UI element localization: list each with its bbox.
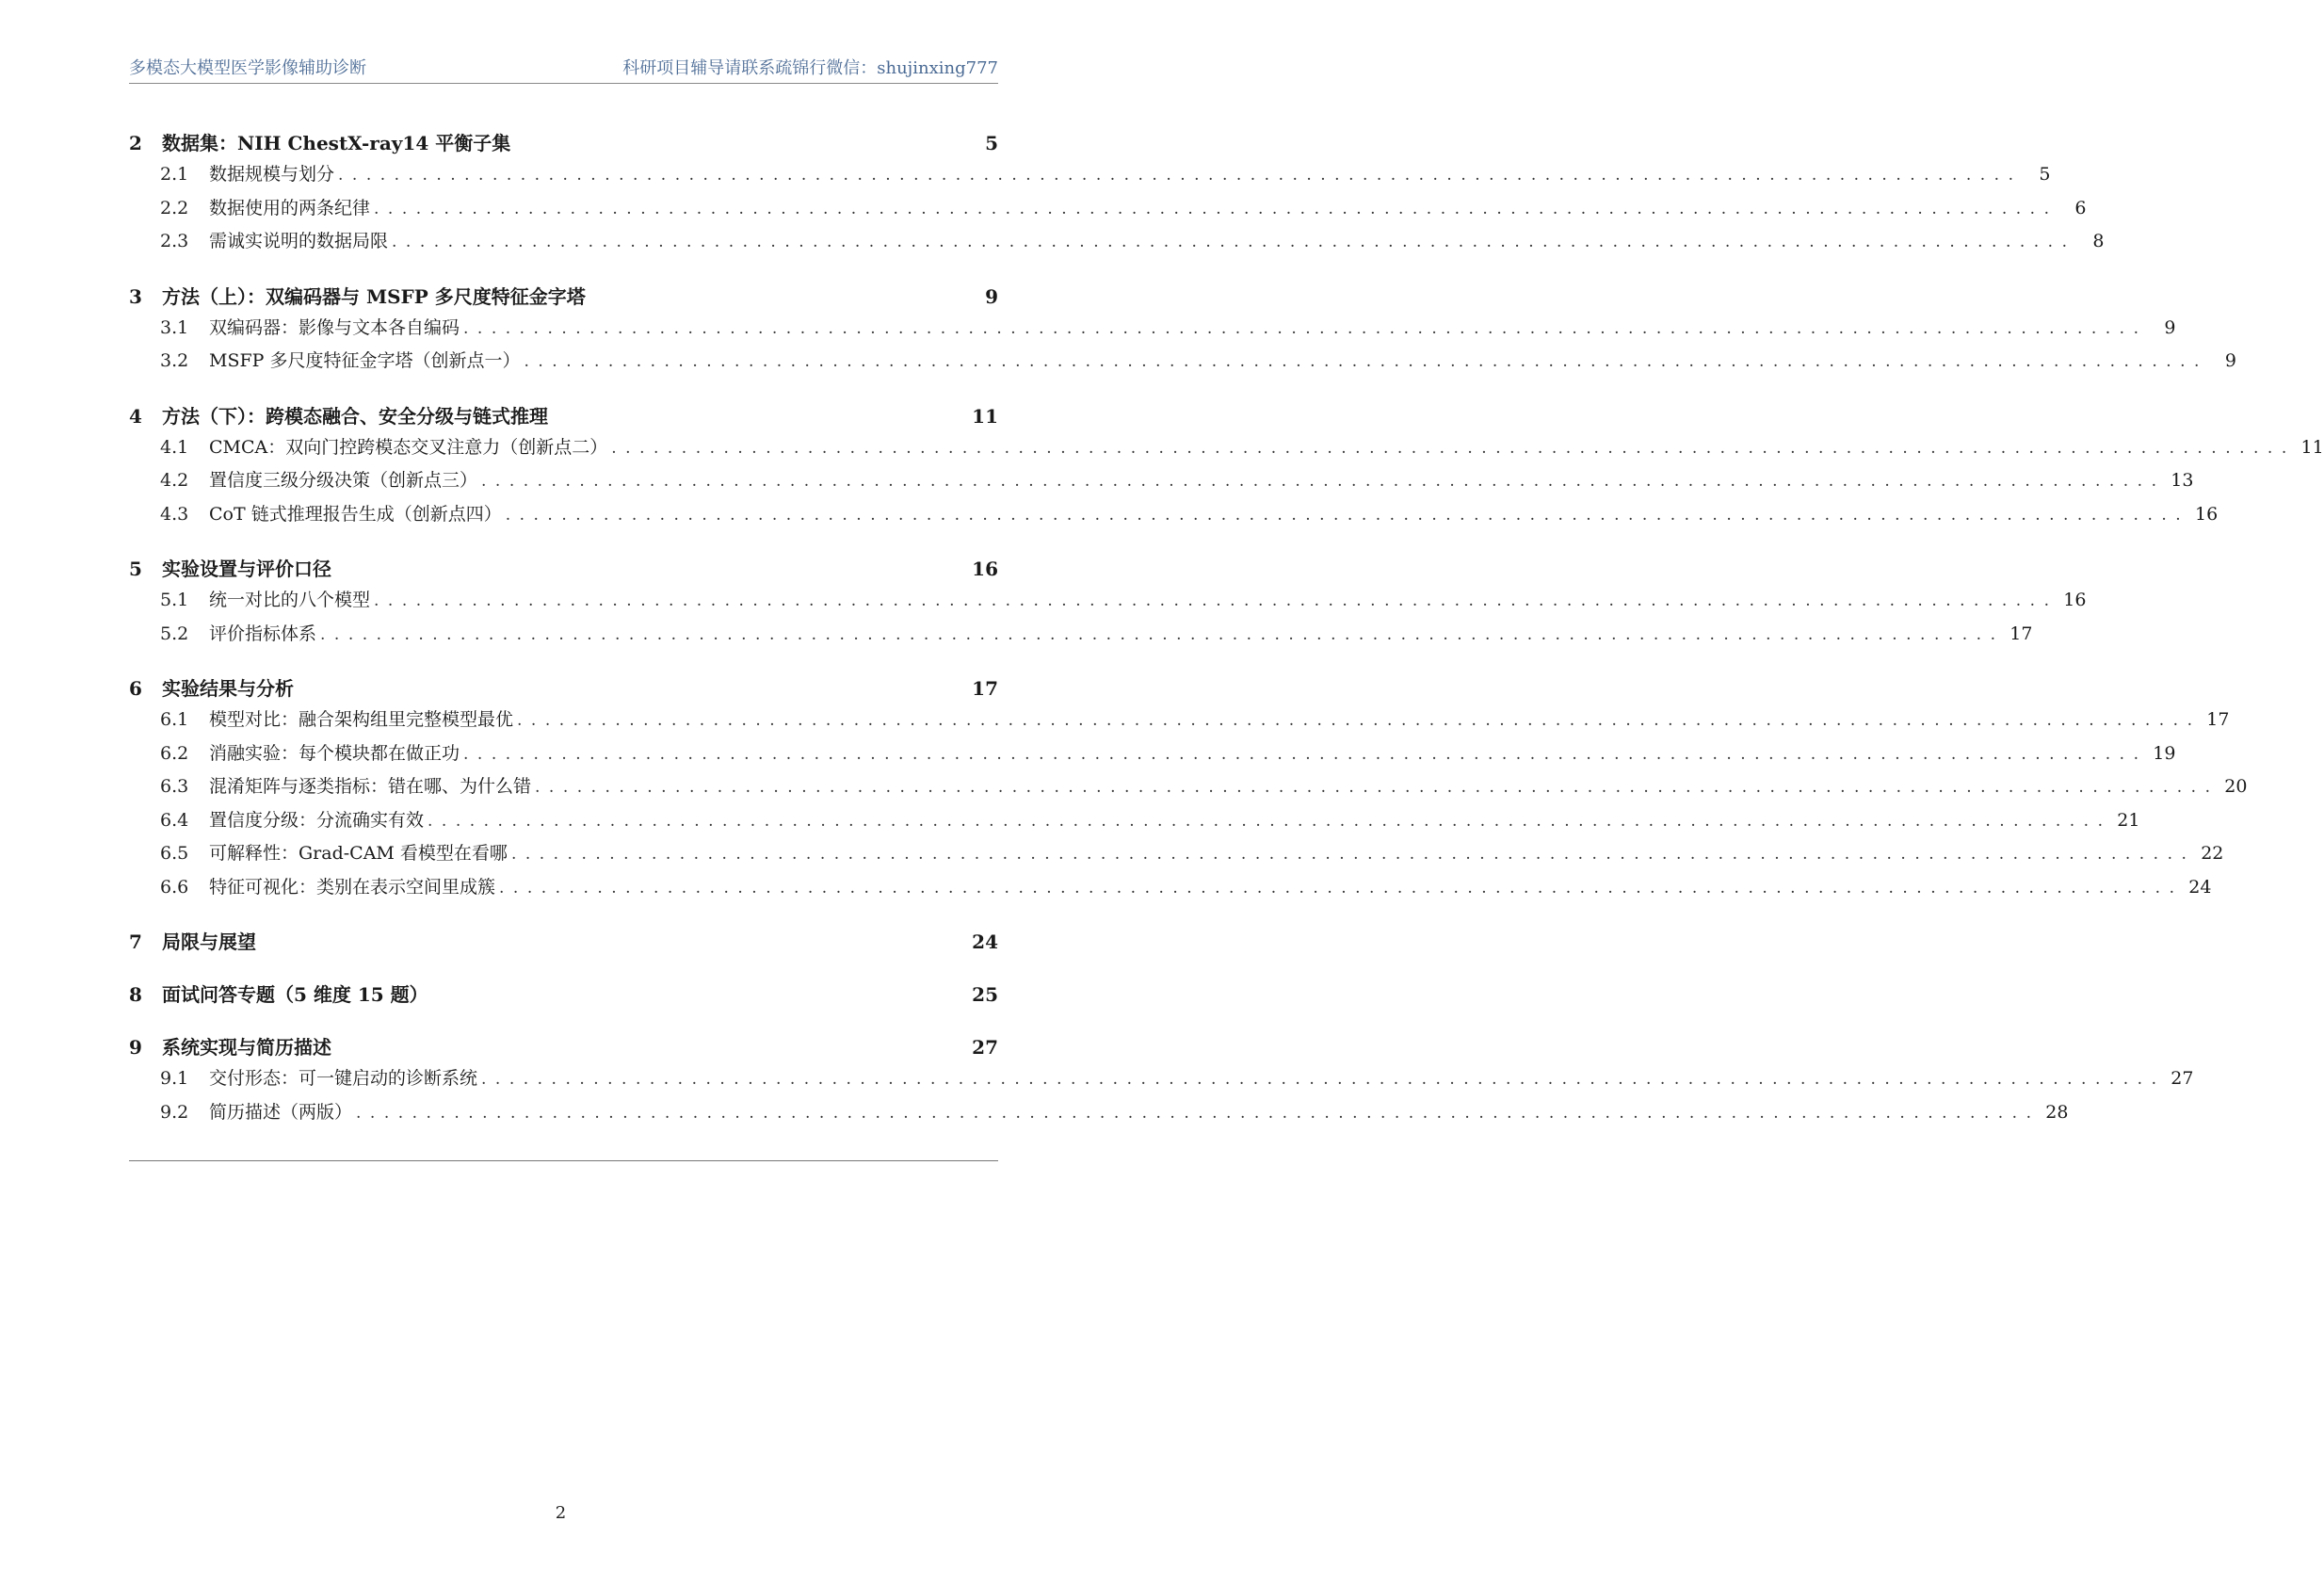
toc-subsection-page: 11: [2300, 436, 2324, 458]
dot-leader: ........................................................................................................................: [374, 591, 2058, 610]
dot-leader: ........................................................................................................................: [505, 505, 2190, 525]
toc-section-title: 实验结果与分析: [162, 677, 294, 700]
toc-section-num: 3: [129, 284, 142, 308]
toc-subsection-9.1[interactable]: [129, 1064, 2194, 1098]
toc-subsection-page: 16: [2194, 503, 2219, 525]
dot-leader: ........................................................................................................................: [535, 778, 2219, 797]
toc-subsection-page: 13: [2171, 470, 2194, 491]
toc-subsection-2.3[interactable]: [129, 227, 2105, 261]
toc-subsection-title: CoT 链式推理报告生成（创新点四）: [209, 503, 502, 525]
dot-leader: ........................................................................................................................: [499, 878, 2184, 898]
toc-subsection-page: 9: [2164, 316, 2176, 338]
toc-subsection-page: 16: [2063, 590, 2087, 610]
toc-subsection-title: 交付形态：可一键启动的诊断系统: [209, 1068, 478, 1089]
dot-leader: ........................................................................................................................: [338, 166, 2023, 185]
toc-end-rule: [129, 1160, 998, 1161]
toc-subsection-page: 9: [2224, 350, 2236, 371]
toc-subsection-num: 6.2: [160, 742, 189, 764]
toc-subsection-title: 消融实验：每个模块都在做正功: [209, 742, 460, 764]
toc-subsection-title: CMCA：双向门控跨模态交叉注意力（创新点二）: [209, 436, 608, 458]
header-document-title: 多模态大模型医学影像辅助诊断: [129, 58, 366, 78]
toc-section-page: 17: [972, 677, 998, 700]
dot-leader: ........................................................................................................................: [481, 1070, 2166, 1089]
toc-subsection-title: 置信度三级分级决策（创新点三）: [209, 470, 478, 491]
toc-section-page: 5: [985, 132, 998, 154]
toc-subsection-num: 9.1: [160, 1068, 189, 1089]
toc-section-title: 系统实现与简历描述: [162, 1036, 331, 1059]
toc-section-page: 11: [972, 404, 998, 428]
toc-section-num: 6: [129, 677, 142, 700]
toc-subsection-title: 简历描述（两版）: [209, 1101, 353, 1123]
toc-subsection-num: 6.1: [160, 709, 189, 730]
toc-section-num: 7: [129, 931, 142, 953]
toc-subsection-page: 20: [2224, 776, 2248, 797]
toc-subsection-num: 3.1: [160, 316, 189, 338]
toc-section-6[interactable]: [129, 673, 998, 705]
toc-subsection-title: 统一对比的八个模型: [209, 590, 371, 610]
toc-subsection-title: 混淆矩阵与逐类指标：错在哪、为什么错: [209, 776, 532, 797]
toc-section-5[interactable]: [129, 554, 998, 586]
dot-leader: ........................................................................................................................: [611, 438, 2296, 458]
dot-leader: ........................................................................................................................: [481, 472, 2166, 491]
toc-subsection-title: 需诚实说明的数据局限: [209, 231, 389, 251]
toc-subsection-page: 19: [2153, 742, 2176, 764]
toc-section-page: 16: [972, 558, 998, 580]
toc-subsection-page: 17: [2206, 709, 2230, 730]
toc-section-title: 数据集：NIH ChestX-ray14 平衡子集: [162, 132, 511, 154]
toc-subsection-9.2[interactable]: [129, 1098, 2069, 1132]
toc-section-page: 27: [972, 1036, 998, 1059]
toc-section-2[interactable]: [129, 128, 998, 160]
toc-subsection-page: 28: [2045, 1101, 2069, 1123]
toc-section-4[interactable]: [129, 401, 998, 433]
toc-subsection-num: 5.1: [160, 590, 189, 610]
toc-section-3[interactable]: [129, 282, 998, 314]
toc-subsection-page: 24: [2188, 876, 2212, 898]
toc-subsection-title: MSFP 多尺度特征金字塔（创新点一）: [209, 350, 521, 371]
toc-section-num: 8: [129, 983, 142, 1006]
toc-subsection-num: 6.3: [160, 776, 189, 797]
toc-subsection-page: 27: [2171, 1068, 2194, 1089]
toc-subsection-6.4[interactable]: [129, 806, 2140, 840]
dot-leader: ........................................................................................................................: [320, 624, 2005, 644]
toc-section-num: 4: [129, 404, 142, 428]
toc-section-9[interactable]: [129, 1032, 998, 1064]
toc-section-page: 9: [985, 284, 998, 308]
toc-subsection-6.3[interactable]: [129, 772, 2248, 806]
toc-subsection-page: 21: [2117, 809, 2140, 831]
toc-section-page: 25: [972, 983, 998, 1006]
toc-subsection-num: 4.1: [160, 436, 189, 458]
toc-subsection-title: 数据规模与划分: [209, 164, 335, 185]
toc-subsection-num: 4.3: [160, 503, 189, 525]
dot-leader: ........................................................................................................................: [524, 352, 2208, 371]
toc-subsection-3.2[interactable]: [129, 347, 2236, 380]
toc-subsection-4.1[interactable]: [129, 433, 2324, 467]
toc-subsection-4.3[interactable]: [129, 500, 2219, 534]
toc-section-num: 2: [129, 132, 142, 154]
toc-subsection-6.6[interactable]: [129, 873, 2212, 907]
toc-subsection-6.5[interactable]: [129, 839, 2224, 873]
toc-section-title: 方法（下）：跨模态融合、安全分级与链式推理: [162, 404, 548, 428]
toc-section-num: 5: [129, 558, 142, 580]
dot-leader: ........................................................................................................................: [463, 744, 2148, 764]
toc-subsection-2.1[interactable]: [129, 160, 2051, 194]
toc-subsection-title: 置信度分级：分流确实有效: [209, 809, 425, 831]
page-number: 2: [555, 1503, 567, 1523]
dot-leader: ........................................................................................................................: [356, 1103, 2041, 1123]
toc-subsection-title: 特征可视化：类别在表示空间里成簇: [209, 876, 496, 898]
toc-section-7[interactable]: [129, 927, 998, 959]
dot-leader: ........................................................................................................................: [517, 711, 2202, 730]
toc-subsection-3.1[interactable]: [129, 314, 2176, 348]
toc-section-page: 24: [972, 931, 998, 953]
toc-subsection-page: 22: [2201, 843, 2224, 864]
toc-subsection-num: 5.2: [160, 623, 189, 644]
toc-section-title: 局限与展望: [162, 931, 256, 953]
dot-leader: ........................................................................................................................: [463, 318, 2148, 338]
toc-section-title: 实验设置与评价口径: [162, 558, 331, 580]
toc-subsection-num: 2.2: [160, 197, 189, 218]
toc-subsection-page: 8: [2092, 231, 2105, 251]
toc-subsection-num: 9.2: [160, 1101, 189, 1123]
toc-subsection-5.2[interactable]: [129, 620, 2033, 654]
toc-subsection-title: 双编码器：影像与文本各自编码: [209, 316, 460, 338]
toc-subsection-2.2[interactable]: [129, 194, 2087, 228]
toc-subsection-num: 6.5: [160, 843, 189, 864]
toc-subsection-page: 5: [2039, 164, 2051, 185]
toc-subsection-num: 6.6: [160, 876, 189, 898]
dot-leader: ........................................................................................................................: [428, 811, 2112, 831]
toc-subsection-page: 17: [2009, 623, 2033, 644]
dot-leader: ........................................................................................................................: [374, 199, 2058, 218]
toc-subsection-num: 4.2: [160, 470, 189, 491]
toc-subsection-4.2[interactable]: [129, 466, 2194, 500]
dot-leader: ........................................................................................................................: [392, 233, 2076, 251]
dot-leader: ........................................................................................................................: [510, 845, 2196, 864]
running-header: [129, 55, 998, 84]
toc-section-8[interactable]: [129, 979, 998, 1011]
toc-subsection-num: 2.3: [160, 231, 189, 251]
toc-section-title: 方法（上）：双编码器与 MSFP 多尺度特征金字塔: [162, 284, 586, 308]
toc-subsection-num: 3.2: [160, 350, 189, 371]
toc-subsection-title: 模型对比：融合架构组里完整模型最优: [209, 709, 514, 730]
header-contact-note: 科研项目辅导请联系疏锦行微信：shujinxing777: [622, 58, 998, 78]
toc-subsection-page: 6: [2074, 197, 2087, 218]
toc-subsection-title: 评价指标体系: [209, 623, 317, 644]
toc-subsection-title: 数据使用的两条纪律: [209, 197, 371, 218]
toc-section-num: 9: [129, 1036, 142, 1059]
toc-subsection-6.1[interactable]: [129, 705, 2230, 739]
toc-section-title: 面试问答专题（5 维度 15 题）: [162, 983, 428, 1006]
toc-subsection-num: 2.1: [160, 164, 189, 185]
toc-subsection-num: 6.4: [160, 809, 189, 831]
toc-subsection-5.1[interactable]: [129, 586, 2087, 620]
toc-subsection-title: 可解释性：Grad-CAM 看模型在看哪: [209, 843, 508, 864]
table-of-contents: [129, 128, 2324, 1131]
toc-subsection-6.2[interactable]: [129, 739, 2176, 773]
